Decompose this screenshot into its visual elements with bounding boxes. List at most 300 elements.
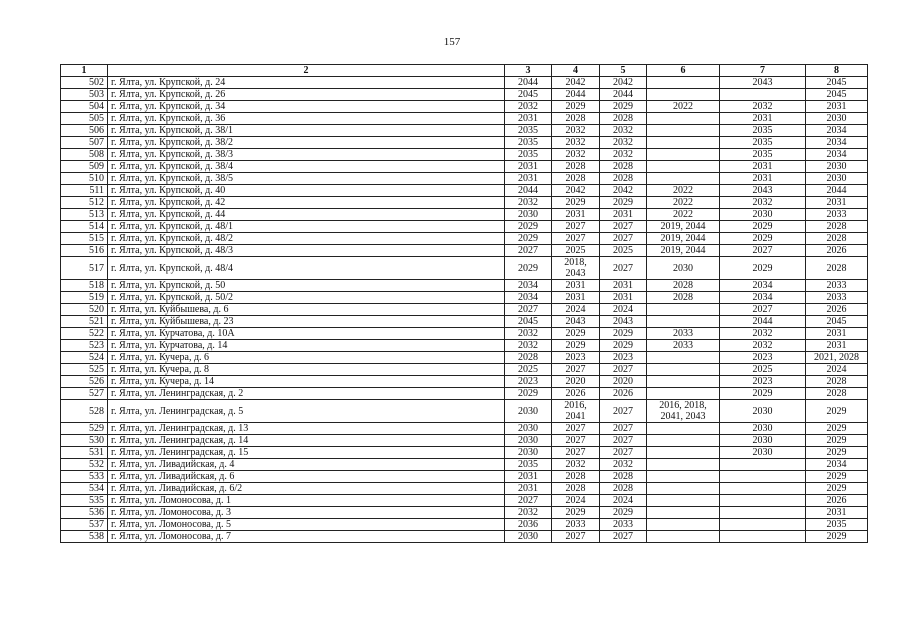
cell-col-5: 2027 [600, 423, 647, 435]
cell-col-7: 2029 [720, 257, 806, 280]
cell-col-8: 2029 [806, 447, 868, 459]
cell-col-3: 2035 [505, 125, 552, 137]
cell-col-7 [720, 495, 806, 507]
cell-col-3: 2023 [505, 376, 552, 388]
table-row [61, 292, 868, 304]
cell-col-5: 2029 [600, 340, 647, 352]
cell-address: г. Ялта, ул. Ломоносова, д. 1 [108, 495, 505, 507]
cell-col-8: 2034 [806, 137, 868, 149]
cell-col-7: 2029 [720, 221, 806, 233]
cell-col-6 [647, 388, 720, 400]
cell-col-3: 2044 [505, 77, 552, 89]
cell-col-8: 2045 [806, 77, 868, 89]
cell-col-8: 2029 [806, 400, 868, 423]
cell-address: г. Ялта, ул. Крупской, д. 40 [108, 185, 505, 197]
cell-col-4: 2028 [552, 483, 600, 495]
cell-col-4: 2029 [552, 197, 600, 209]
cell-col-3: 2034 [505, 292, 552, 304]
cell-col-7: 2044 [720, 316, 806, 328]
cell-col-5: 2027 [600, 531, 647, 543]
cell-col-4: 2028 [552, 471, 600, 483]
cell-col-7: 2034 [720, 280, 806, 292]
cell-col-6 [647, 447, 720, 459]
cell-col-5: 2032 [600, 459, 647, 471]
cell-col-6 [647, 507, 720, 519]
cell-col-5: 2027 [600, 257, 647, 280]
cell-row-number: 516 [61, 245, 108, 257]
cell-col-3: 2030 [505, 435, 552, 447]
table-row [61, 495, 868, 507]
table-row [61, 388, 868, 400]
cell-col-5: 2027 [600, 435, 647, 447]
cell-col-4: 2042 [552, 185, 600, 197]
cell-col-8: 2045 [806, 316, 868, 328]
cell-col-6: 2019, 2044 [647, 221, 720, 233]
cell-col-5: 2031 [600, 209, 647, 221]
cell-col-4: 2024 [552, 304, 600, 316]
cell-col-6: 2028 [647, 280, 720, 292]
cell-address: г. Ялта, ул. Крупской, д. 48/1 [108, 221, 505, 233]
cell-col-7 [720, 519, 806, 531]
cell-address: г. Ялта, ул. Крупской, д. 38/3 [108, 149, 505, 161]
cell-col-6 [647, 304, 720, 316]
cell-col-5: 2028 [600, 483, 647, 495]
cell-row-number: 521 [61, 316, 108, 328]
cell-col-7: 2030 [720, 400, 806, 423]
cell-col-6: 2019, 2044 [647, 245, 720, 257]
cell-col-8: 2044 [806, 185, 868, 197]
cell-col-3: 2030 [505, 400, 552, 423]
cell-row-number: 532 [61, 459, 108, 471]
cell-col-3: 2028 [505, 352, 552, 364]
table-row [61, 459, 868, 471]
cell-col-3: 2030 [505, 423, 552, 435]
cell-address: г. Ялта, ул. Курчатова, д. 14 [108, 340, 505, 352]
cell-address: г. Ялта, ул. Крупской, д. 34 [108, 101, 505, 113]
cell-col-4: 2042 [552, 77, 600, 89]
cell-col-5: 2024 [600, 304, 647, 316]
cell-col-6 [647, 316, 720, 328]
cell-col-7: 2030 [720, 209, 806, 221]
cell-col-6 [647, 161, 720, 173]
cell-address: г. Ялта, ул. Крупской, д. 24 [108, 77, 505, 89]
cell-col-6: 2030 [647, 257, 720, 280]
cell-col-5: 2042 [600, 77, 647, 89]
cell-col-5: 2032 [600, 149, 647, 161]
cell-col-4: 2025 [552, 245, 600, 257]
cell-col-5: 2028 [600, 113, 647, 125]
cell-col-6 [647, 471, 720, 483]
cell-col-8: 2028 [806, 233, 868, 245]
cell-col-5: 2032 [600, 125, 647, 137]
cell-col-8: 2030 [806, 173, 868, 185]
table-row [61, 245, 868, 257]
cell-col-5: 2027 [600, 400, 647, 423]
cell-col-7: 2034 [720, 292, 806, 304]
cell-col-4: 2027 [552, 221, 600, 233]
cell-row-number: 527 [61, 388, 108, 400]
table-row [61, 257, 868, 280]
cell-col-7: 2029 [720, 388, 806, 400]
column-header: 1 [61, 65, 108, 77]
cell-col-7 [720, 89, 806, 101]
cell-col-5: 2024 [600, 495, 647, 507]
cell-address: г. Ялта, ул. Крупской, д. 48/4 [108, 257, 505, 280]
cell-row-number: 505 [61, 113, 108, 125]
cell-col-8: 2033 [806, 280, 868, 292]
cell-col-7: 2032 [720, 328, 806, 340]
cell-col-8: 2031 [806, 340, 868, 352]
cell-address: г. Ялта, ул. Крупской, д. 38/2 [108, 137, 505, 149]
cell-col-8: 2028 [806, 376, 868, 388]
table-row [61, 364, 868, 376]
cell-address: г. Ялта, ул. Крупской, д. 48/2 [108, 233, 505, 245]
table-row [61, 447, 868, 459]
cell-col-5: 2027 [600, 221, 647, 233]
cell-col-7: 2031 [720, 173, 806, 185]
cell-col-8: 2029 [806, 483, 868, 495]
cell-col-7: 2035 [720, 137, 806, 149]
cell-col-6 [647, 113, 720, 125]
table-row [61, 507, 868, 519]
cell-col-3: 2027 [505, 495, 552, 507]
table-body [61, 77, 868, 543]
cell-col-8: 2031 [806, 507, 868, 519]
cell-address: г. Ялта, ул. Ленинградская, д. 13 [108, 423, 505, 435]
cell-address: г. Ялта, ул. Крупской, д. 44 [108, 209, 505, 221]
cell-col-6: 2022 [647, 209, 720, 221]
cell-address: г. Ялта, ул. Ливадийская, д. 6 [108, 471, 505, 483]
cell-col-7: 2031 [720, 113, 806, 125]
cell-col-8: 2031 [806, 328, 868, 340]
cell-col-8: 2034 [806, 149, 868, 161]
cell-col-7: 2029 [720, 233, 806, 245]
cell-address: г. Ялта, ул. Крупской, д. 38/4 [108, 161, 505, 173]
table-row [61, 221, 868, 233]
cell-col-4: 2023 [552, 352, 600, 364]
cell-col-3: 2035 [505, 149, 552, 161]
cell-col-3: 2029 [505, 221, 552, 233]
cell-address: г. Ялта, ул. Ленинградская, д. 5 [108, 400, 505, 423]
cell-col-6: 2033 [647, 328, 720, 340]
cell-address: г. Ялта, ул. Крупской, д. 48/3 [108, 245, 505, 257]
cell-row-number: 528 [61, 400, 108, 423]
cell-row-number: 533 [61, 471, 108, 483]
cell-col-4: 2032 [552, 125, 600, 137]
cell-row-number: 522 [61, 328, 108, 340]
cell-address: г. Ялта, ул. Ливадийская, д. 4 [108, 459, 505, 471]
cell-col-6 [647, 125, 720, 137]
cell-col-3: 2030 [505, 209, 552, 221]
cell-col-4: 2026 [552, 388, 600, 400]
cell-address: г. Ялта, ул. Ленинградская, д. 14 [108, 435, 505, 447]
cell-col-8: 2026 [806, 495, 868, 507]
cell-col-6 [647, 435, 720, 447]
cell-col-4: 2029 [552, 507, 600, 519]
cell-col-4: 2031 [552, 280, 600, 292]
cell-col-5: 2029 [600, 101, 647, 113]
cell-row-number: 523 [61, 340, 108, 352]
cell-row-number: 520 [61, 304, 108, 316]
cell-col-8: 2021, 2028 [806, 352, 868, 364]
cell-col-6 [647, 519, 720, 531]
cell-row-number: 511 [61, 185, 108, 197]
cell-col-3: 2034 [505, 280, 552, 292]
column-header: 6 [647, 65, 720, 77]
table-row [61, 113, 868, 125]
cell-col-3: 2027 [505, 245, 552, 257]
cell-col-6: 2022 [647, 197, 720, 209]
table-row [61, 340, 868, 352]
cell-col-7: 2032 [720, 340, 806, 352]
cell-col-4: 2029 [552, 340, 600, 352]
cell-col-7: 2027 [720, 245, 806, 257]
table-row [61, 376, 868, 388]
cell-col-3: 2032 [505, 101, 552, 113]
cell-col-4: 2044 [552, 89, 600, 101]
table-row [61, 89, 868, 101]
cell-col-7: 2043 [720, 185, 806, 197]
table-row [61, 435, 868, 447]
cell-col-5: 2025 [600, 245, 647, 257]
cell-col-3: 2045 [505, 89, 552, 101]
cell-row-number: 506 [61, 125, 108, 137]
table-row [61, 233, 868, 245]
cell-col-3: 2031 [505, 471, 552, 483]
cell-col-5: 2027 [600, 233, 647, 245]
cell-col-4: 2043 [552, 316, 600, 328]
table-row [61, 316, 868, 328]
cell-col-5: 2031 [600, 280, 647, 292]
cell-col-7: 2030 [720, 447, 806, 459]
cell-col-5: 2029 [600, 328, 647, 340]
cell-row-number: 508 [61, 149, 108, 161]
cell-col-4: 2027 [552, 531, 600, 543]
cell-col-3: 2031 [505, 161, 552, 173]
cell-col-4: 2031 [552, 292, 600, 304]
cell-col-6: 2022 [647, 101, 720, 113]
cell-col-6 [647, 459, 720, 471]
cell-col-7: 2025 [720, 364, 806, 376]
cell-col-5: 2032 [600, 137, 647, 149]
cell-address: г. Ялта, ул. Ломоносова, д. 5 [108, 519, 505, 531]
column-header: 3 [505, 65, 552, 77]
cell-row-number: 534 [61, 483, 108, 495]
cell-col-6: 2022 [647, 185, 720, 197]
table-row [61, 161, 868, 173]
table-row [61, 173, 868, 185]
cell-col-7: 2027 [720, 304, 806, 316]
cell-col-3: 2029 [505, 257, 552, 280]
cell-col-6 [647, 531, 720, 543]
table-row [61, 197, 868, 209]
cell-row-number: 515 [61, 233, 108, 245]
cell-col-8: 2033 [806, 209, 868, 221]
table-row [61, 209, 868, 221]
cell-col-8: 2034 [806, 459, 868, 471]
cell-col-5: 2023 [600, 352, 647, 364]
cell-row-number: 519 [61, 292, 108, 304]
cell-row-number: 503 [61, 89, 108, 101]
cell-col-3: 2035 [505, 137, 552, 149]
cell-col-3: 2032 [505, 340, 552, 352]
table-row [61, 137, 868, 149]
cell-col-4: 2029 [552, 328, 600, 340]
cell-row-number: 507 [61, 137, 108, 149]
cell-col-5: 2042 [600, 185, 647, 197]
cell-row-number: 510 [61, 173, 108, 185]
cell-col-3: 2029 [505, 233, 552, 245]
table-row [61, 280, 868, 292]
cell-col-5: 2044 [600, 89, 647, 101]
cell-col-8: 2029 [806, 423, 868, 435]
cell-col-3: 2032 [505, 197, 552, 209]
table-row [61, 519, 868, 531]
cell-address: г. Ялта, ул. Крупской, д. 38/5 [108, 173, 505, 185]
cell-address: г. Ялта, ул. Кучера, д. 14 [108, 376, 505, 388]
cell-col-8: 2026 [806, 304, 868, 316]
cell-col-8: 2028 [806, 257, 868, 280]
cell-col-7: 2032 [720, 197, 806, 209]
cell-address: г. Ялта, ул. Курчатова, д. 10А [108, 328, 505, 340]
cell-row-number: 538 [61, 531, 108, 543]
cell-col-5: 2028 [600, 173, 647, 185]
cell-row-number: 535 [61, 495, 108, 507]
cell-col-7: 2043 [720, 77, 806, 89]
cell-col-4: 2033 [552, 519, 600, 531]
cell-address: г. Ялта, ул. Ливадийская, д. 6/2 [108, 483, 505, 495]
cell-col-8: 2030 [806, 113, 868, 125]
cell-row-number: 504 [61, 101, 108, 113]
cell-col-3: 2036 [505, 519, 552, 531]
cell-col-4: 2032 [552, 149, 600, 161]
cell-col-7: 2023 [720, 352, 806, 364]
cell-row-number: 512 [61, 197, 108, 209]
cell-col-6 [647, 495, 720, 507]
cell-col-3: 2031 [505, 173, 552, 185]
cell-col-6 [647, 352, 720, 364]
table-row [61, 471, 868, 483]
cell-address: г. Ялта, ул. Ломоносова, д. 7 [108, 531, 505, 543]
cell-address: г. Ялта, ул. Кучера, д. 6 [108, 352, 505, 364]
table-row [61, 77, 868, 89]
cell-col-4: 2029 [552, 101, 600, 113]
cell-address: г. Ялта, ул. Ленинградская, д. 15 [108, 447, 505, 459]
cell-col-6 [647, 77, 720, 89]
cell-address: г. Ялта, ул. Кучера, д. 8 [108, 364, 505, 376]
cell-col-8: 2045 [806, 89, 868, 101]
table-row [61, 352, 868, 364]
table-row [61, 101, 868, 113]
cell-address: г. Ялта, ул. Ленинградская, д. 2 [108, 388, 505, 400]
cell-address: г. Ялта, ул. Крупской, д. 26 [108, 89, 505, 101]
cell-col-4: 2031 [552, 209, 600, 221]
cell-address: г. Ялта, ул. Крупской, д. 36 [108, 113, 505, 125]
cell-row-number: 514 [61, 221, 108, 233]
table-row [61, 125, 868, 137]
cell-col-5: 2029 [600, 197, 647, 209]
cell-col-4: 2027 [552, 364, 600, 376]
cell-row-number: 524 [61, 352, 108, 364]
cell-col-8: 2029 [806, 471, 868, 483]
cell-col-3: 2029 [505, 388, 552, 400]
cell-row-number: 537 [61, 519, 108, 531]
cell-col-4: 2028 [552, 173, 600, 185]
cell-col-5: 2027 [600, 447, 647, 459]
cell-col-3: 2032 [505, 507, 552, 519]
table-row [61, 328, 868, 340]
cell-col-6 [647, 173, 720, 185]
cell-col-6: 2019, 2044 [647, 233, 720, 245]
column-header: 5 [600, 65, 647, 77]
cell-col-5: 2033 [600, 519, 647, 531]
table-row [61, 304, 868, 316]
cell-address: г. Ялта, ул. Крупской, д. 42 [108, 197, 505, 209]
cell-col-7: 2032 [720, 101, 806, 113]
cell-col-8: 2034 [806, 125, 868, 137]
cell-col-8: 2030 [806, 161, 868, 173]
cell-row-number: 536 [61, 507, 108, 519]
cell-col-4: 2020 [552, 376, 600, 388]
cell-col-4: 2032 [552, 137, 600, 149]
cell-col-6 [647, 149, 720, 161]
cell-col-5: 2031 [600, 292, 647, 304]
cell-col-7 [720, 507, 806, 519]
cell-col-6 [647, 89, 720, 101]
cell-row-number: 531 [61, 447, 108, 459]
cell-col-8: 2031 [806, 197, 868, 209]
cell-col-8: 2028 [806, 221, 868, 233]
cell-row-number: 525 [61, 364, 108, 376]
cell-col-7 [720, 531, 806, 543]
cell-col-4: 2032 [552, 459, 600, 471]
cell-col-3: 2030 [505, 531, 552, 543]
table-row [61, 149, 868, 161]
cell-col-8: 2031 [806, 101, 868, 113]
cell-col-3: 2045 [505, 316, 552, 328]
cell-col-5: 2026 [600, 388, 647, 400]
cell-col-8: 2026 [806, 245, 868, 257]
column-header: 2 [108, 65, 505, 77]
cell-col-8: 2029 [806, 435, 868, 447]
cell-col-6 [647, 376, 720, 388]
cell-col-3: 2035 [505, 459, 552, 471]
cell-col-5: 2027 [600, 364, 647, 376]
cell-address: г. Ялта, ул. Крупской, д. 38/1 [108, 125, 505, 137]
cell-col-5: 2028 [600, 471, 647, 483]
cell-col-7 [720, 459, 806, 471]
cell-row-number: 529 [61, 423, 108, 435]
cell-col-7: 2030 [720, 423, 806, 435]
cell-row-number: 509 [61, 161, 108, 173]
table-header-row [61, 65, 868, 77]
cell-col-5: 2043 [600, 316, 647, 328]
cell-col-6 [647, 483, 720, 495]
cell-col-4: 2016, 2041 [552, 400, 600, 423]
cell-col-3: 2031 [505, 483, 552, 495]
table-row [61, 483, 868, 495]
column-header: 8 [806, 65, 868, 77]
cell-col-8: 2033 [806, 292, 868, 304]
cell-col-5: 2028 [600, 161, 647, 173]
cell-row-number: 518 [61, 280, 108, 292]
cell-col-6 [647, 423, 720, 435]
cell-row-number: 530 [61, 435, 108, 447]
cell-col-8: 2028 [806, 388, 868, 400]
cell-address: г. Ялта, ул. Куйбышева, д. 6 [108, 304, 505, 316]
cell-col-6: 2016, 2018, 2041, 2043 [647, 400, 720, 423]
schedule-table [60, 64, 868, 543]
